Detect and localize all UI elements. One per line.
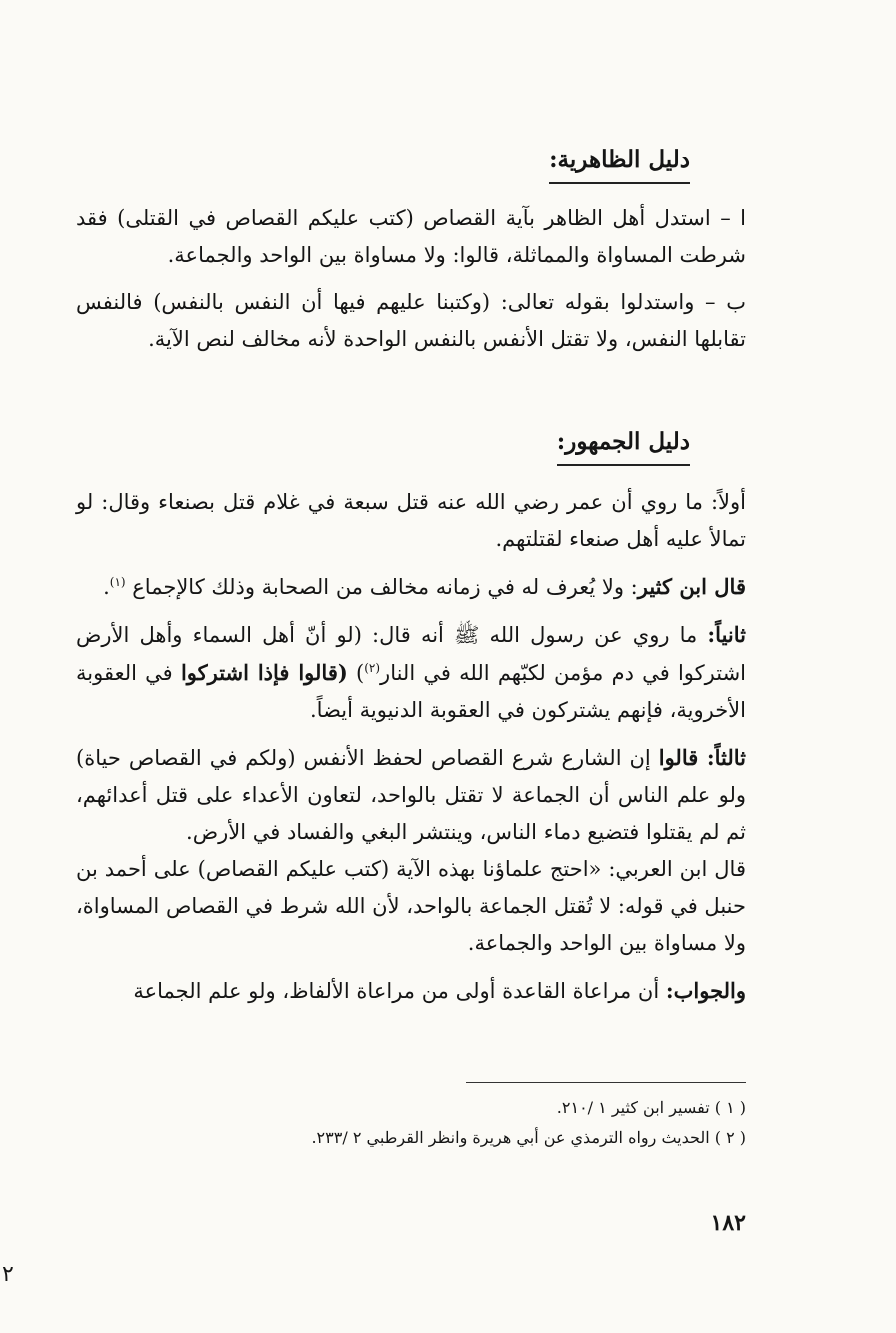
- footnote-ref-1[interactable]: (١): [109, 575, 126, 589]
- paragraph-ibn-kathir: [76, 568, 746, 606]
- page-number: ١٨٢: [710, 1210, 746, 1236]
- paragraph-first: أولاً: ما روي أن عمر رضي الله عنه قتل سبعة في غلام قتل بصنعاء وقال: لو تمالأ عليه أهل صنعاء لقتلتهم.: [76, 490, 746, 551]
- paragraph-ibn-arabi: قال ابن العربي: «احتج علماؤنا بهذه الآية (كتب عليكم القصاص) على أحمد بن حنبل في قوله: لا تُقتل الجماعة بالواحد، لأن الله شرط في القصاص المساواة، ولا مساواة بين الواحد والجماعة.: [76, 857, 746, 955]
- paragraph-a: ا – استدل أهل الظاهر بآية القصاص (كتب عليكم القصاص في القتلى) فقد شرطت المساواة والمماثلة، قالوا: ولا مساواة بين الواحد والجماعة.: [76, 206, 746, 267]
- second-label: ثانياً:: [707, 622, 746, 647]
- footnotes: [200, 1093, 746, 1153]
- footnote-2: ( ٢ ) الحديث رواه الترمذي عن أبي هريرة وانظر القرطبي ٢ /٢٣٣.: [311, 1128, 746, 1147]
- heading-text: دليل الظاهرية:: [549, 146, 690, 173]
- heading-text: دليل الجمهور:: [556, 428, 690, 455]
- second-conclusion: في العقوبة الأخروية، فإنهم يشتركون في العقوبة الدنيوية أيضاً.: [76, 661, 746, 722]
- section-heading-jumhur: [557, 428, 690, 466]
- hadith-close: ): [347, 661, 365, 685]
- ibn-kathir-text: : ولا يُعرف له في زمانه مخالف من الصحابة وذلك كالإجماع: [132, 575, 638, 599]
- paragraph-second: [76, 616, 746, 729]
- hadith-text: ما روي عن رسول الله ﷺ أنه قال: (لو أنّ أهل السماء وأهل الأرض اشتركوا في دم مؤمن لكبّهم الله في النار: [76, 623, 746, 685]
- footnote-ref-2[interactable]: (٢): [364, 661, 381, 675]
- answer-text: أن مراعاة القاعدة أولى من مراعاة الألفاظ، ولو علم الجماعة: [133, 979, 666, 1003]
- ibn-kathir-end: .: [103, 575, 110, 599]
- footnote-1: ( ١ ) تفسير ابن كثير ١ /٢١٠.: [556, 1098, 746, 1117]
- ibn-kathir-label: قال ابن كثير: [637, 574, 746, 599]
- qalu-label: (قالوا فإذا اشتركوا: [180, 660, 348, 685]
- heading-underline: [549, 182, 690, 184]
- margin-mark: ٢: [2, 1262, 14, 1287]
- third-label: ثالثاً: قالوا: [658, 745, 746, 770]
- footnote-divider: [466, 1082, 746, 1083]
- paragraph-third: [76, 739, 746, 851]
- paragraph-b: ب – واستدلوا بقوله تعالى: (وكتبنا عليهم فيها أن النفس بالنفس) فالنفس تقابلها النفس، ولا تقتل الأنفس بالنفس الواحدة لأنه مخالف لنص الآية.: [76, 290, 747, 351]
- zahiriyya-evidence: [76, 200, 746, 368]
- jumhur-evidence: [76, 484, 746, 1020]
- section-heading-zahiriyya: [549, 146, 690, 184]
- paragraph-answer: [76, 972, 746, 1010]
- heading-underline: [557, 464, 690, 466]
- answer-label: والجواب:: [665, 978, 746, 1003]
- third-text: إن الشارع شرع القصاص لحفظ الأنفس (ولكم في القصاص حياة) ولو علم الناس أن الجماعة لا تقتل بالواحد، لتعاون الأعداء على قتل أعدائهم، ثم لم يقتلوا فتضيع دماء الناس، وينتشر البغي والفساد في الأرض.: [76, 746, 746, 844]
